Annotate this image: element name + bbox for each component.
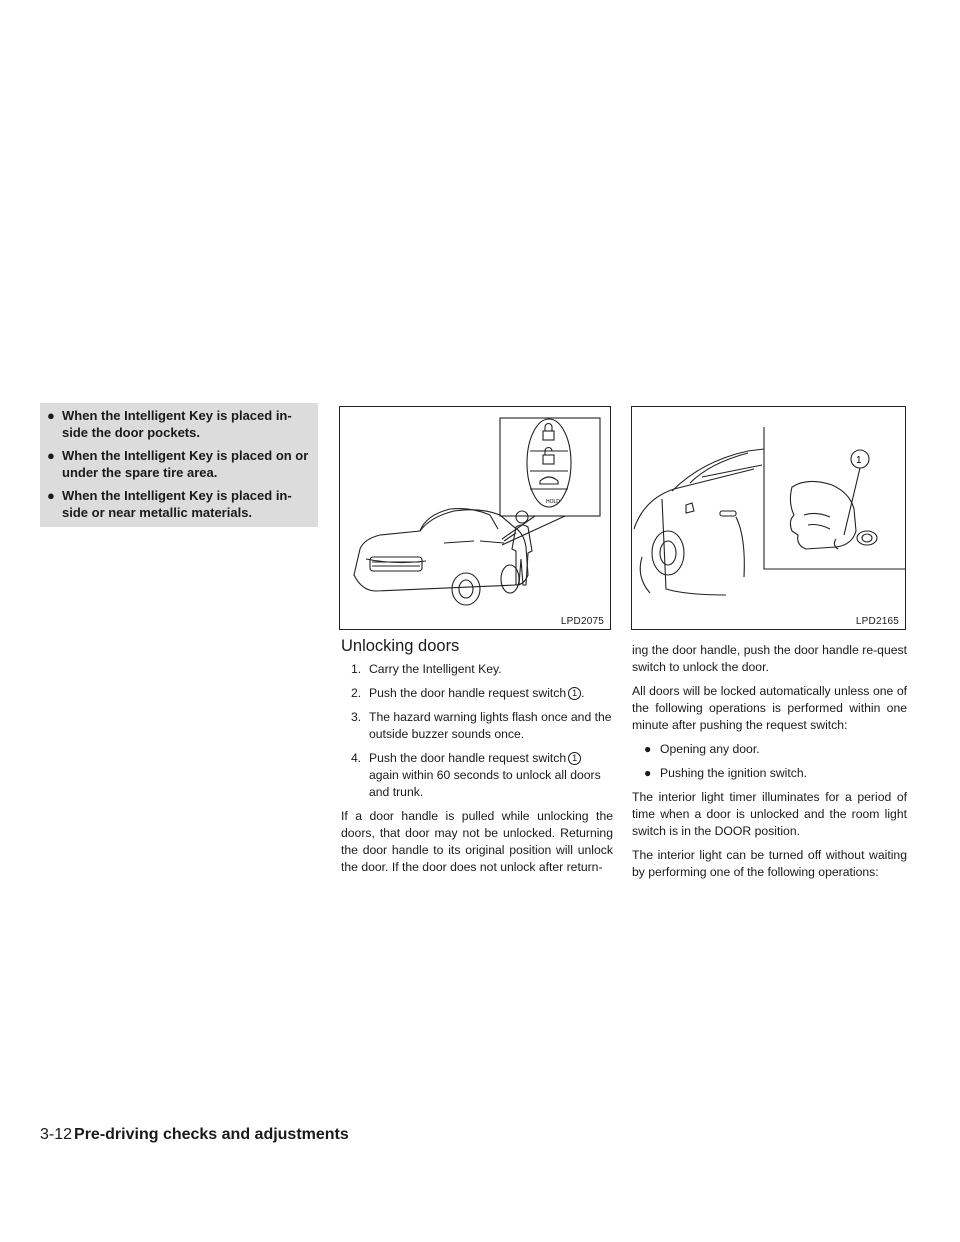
warning-item [44,447,314,481]
page-number: 3-12 [40,1126,73,1143]
list-item [341,685,613,702]
figure-door-handle [631,406,906,630]
step-text: The hazard warning lights flash once and the outside buzzer sounds once. [369,710,612,741]
paragraph: The interior light timer illuminates for a period of time when a door is unlocked and the room light switch is in the DOOR position. [632,790,907,838]
bullet-icon: ● [47,408,55,423]
warning-item [44,407,314,441]
figure-car-and-key [339,406,611,630]
list-item [632,741,907,758]
step-number: 2. [351,686,362,700]
page-footer [40,1126,349,1144]
paragraph: All doors will be locked automatically unless one of the following operations is performed within one minute after pushing the request switch: [632,684,907,732]
chapter-title: Pre-driving checks and adjustments [74,1126,349,1143]
bullet-icon: ● [47,448,55,463]
bullet-icon: ● [47,488,55,503]
bullet-icon: ● [644,742,652,756]
step-number: 4. [351,751,362,765]
list-item [341,750,613,801]
warning-item [44,487,314,521]
callout-ref-icon: 1 [568,687,581,700]
step-text: Push the door handle request switch [369,686,567,700]
bullet-icon: ● [644,766,652,780]
paragraph: If a door handle is pulled while unlocking the doors, that door may not be unlocked. Returning the door handle to its original position will unlock the door. If the door does not unlock after return- [341,809,613,874]
fob-hold-label: HOLD [546,499,560,505]
figure-code: LPD2165 [855,616,899,627]
steps-list [341,661,613,801]
step-number: 3. [351,710,362,724]
paragraph: The interior light can be turned off without waiting by performing one of the following operations: [632,848,907,879]
bullet-text: Pushing the ignition switch. [660,766,808,780]
car-key-illustration [340,407,610,629]
figure-code: LPD2075 [560,616,604,627]
bullet-text: Opening any door. [660,742,760,756]
warning-box [40,403,318,527]
warning-text: When the Intelligent Key is placed in-side or near metallic materials. [62,488,292,520]
text-column-2 [341,661,613,883]
list-item [632,765,907,782]
callout-number: 1 [856,455,862,466]
list-item [341,661,613,678]
list-item [341,709,613,743]
text-column-3 [632,642,907,888]
section-title: Unlocking doors [341,637,460,655]
step-number: 1. [351,662,362,676]
step-text-after: . [581,686,585,700]
step-text: Push the door handle request switch [369,751,567,765]
step-text: Carry the Intelligent Key. [369,662,502,676]
callout-ref-icon: 1 [568,752,581,765]
step-text-after: again within 60 seconds to unlock all doors and trunk. [369,768,601,799]
warning-text: When the Intelligent Key is placed in-side the door pockets. [62,408,292,440]
paragraph: ing the door handle, push the door handle re-quest switch to unlock the door. [632,643,907,674]
door-handle-illustration [632,407,905,629]
warning-text: When the Intelligent Key is placed on or under the spare tire area. [62,448,309,480]
